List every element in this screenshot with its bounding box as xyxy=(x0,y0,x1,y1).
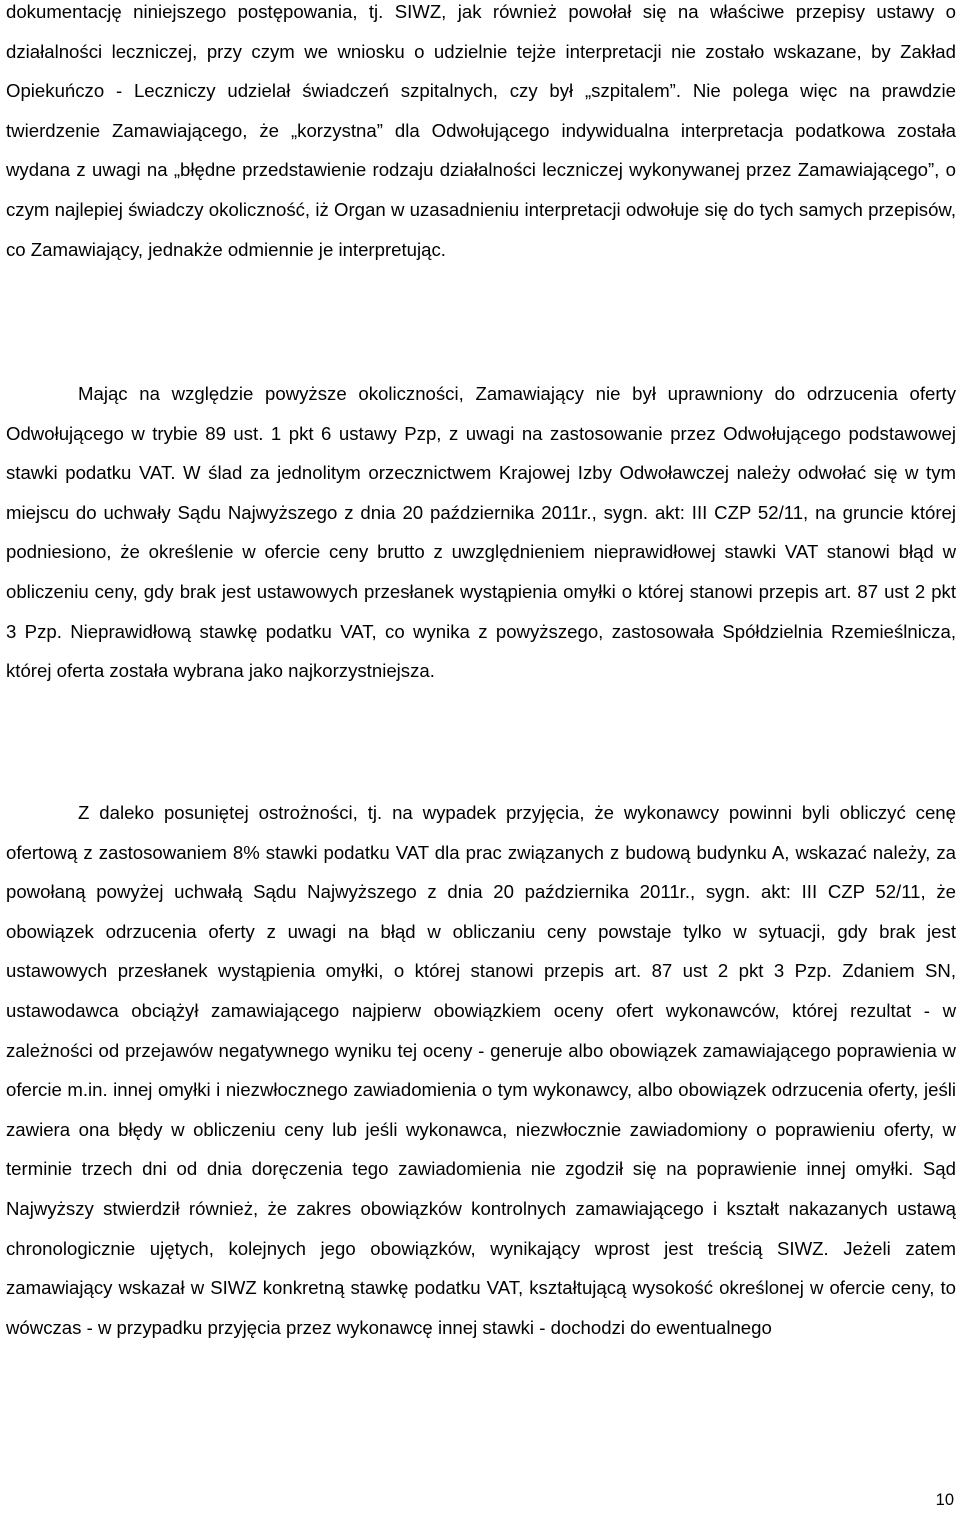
paragraph: Mając na względzie powyższe okoliczności, Zamawiający nie był uprawniony do odrzucenia oferty Odwołującego w trybie 89 ust. 1 pkt 6 ustawy Pzp, z uwagi na zastosowanie przez Odwołującego podstawowej stawki podatku VAT. W ślad za jednolitym orzecznictwem Krajowej Izby Odwoławczej należy odwołać się w tym miejscu do uchwały Sądu Najwyższego z dnia 20 października 2011r., sygn. akt: III CZP 52/11, na gruncie której podniesiono, że określenie w ofercie ceny brutto z uwzględnieniem nieprawidłowej stawki VAT stanowi błąd w obliczeniu ceny, gdy brak jest ustawowych przesłanek wystąpienia omyłki o której stanowi przepis art. 87 ust 2 pkt 3 Pzp. Nieprawidłową stawkę podatku VAT, co wynika z powyższego, zastosowała Spółdzielnia Rzemieślnicza, której oferta została wybrana jako najkorzystniejsza. xyxy=(6,383,956,682)
page-number: 10 xyxy=(935,1491,954,1509)
paragraph: Z daleko posuniętej ostrożności, tj. na wypadek przyjęcia, że wykonawcy powinni byli obliczyć cenę ofertową z zastosowaniem 8% stawki podatku VAT dla prac związanych z budową budynku A, wskazać należy, za powołaną powyżej uchwałą Sądu Najwyższego z dnia 20 października 2011r., sygn. akt: III CZP 52/11, że obowiązek odrzucenia oferty z uwagi na błąd w obliczaniu ceny powstaje tylko w sytuacji, gdy brak jest ustawowych przesłanek wystąpienia omyłki, o której stanowi przepis art. 87 ust 2 pkt 3 Pzp. Zdaniem SN, ustawodawca obciążył zamawiającego najpierw obowiązkiem oceny ofert wykonawców, której rezultat - w zależności od przejawów negatywnego wyniku tej oceny - generuje albo obowiązek zamawiającego poprawienia w ofercie m.in. innej omyłki i niezwłocznego zawiadomienia o tym wykonawcy, albo obowiązek odrzucenia oferty, jeśli zawiera ona błędy w obliczeniu ceny lub jeśli wykonawca, niezwłocznie zawiadomiony o poprawieniu oferty, w terminie trzech dni od dnia doręczenia tego zawiadomienia nie zgodził się na poprawienie innej omyłki. Sąd Najwyższy stwierdził również, że zakres obowiązków kontrolnych zamawiającego i kształt nakazanych ustawą chronologicznie ujętych, kolejnych jego obowiązków, wynikający wprost jest treścią SIWZ. Jeżeli zatem zamawiający wskazał w SIWZ konkretną stawkę podatku VAT, kształtującą wysokość określonej w ofercie ceny, to wówczas - w przypadku przyjęcia przez wykonawcę innej stawki - dochodzi do ewentualnego xyxy=(6,802,956,1338)
paragraph: dokumentację niniejszego postępowania, tj. SIWZ, jak również powołał się na właściwe przepisy ustawy o działalności leczniczej, przy czym we wniosku o udzielnie tejże interpretacji nie zostało wskazane, by Zakład Opiekuńczo - Leczniczy udzielał świadczeń szpitalnych, czy był „szpitalem”. Nie polega więc na prawdzie twierdzenie Zamawiającego, że „korzystna” dla Odwołującego indywidualna interpretacja podatkowa została wydana z uwagi na „błędne przedstawienie rodzaju działalności leczniczej wykonywanej przez Zamawiającego”, o czym najlepiej świadczy okoliczność, iż Organ w uzasadnieniu interpretacji odwołuje się do tych samych przepisów, co Zamawiający, jednakże odmiennie je interpretując. xyxy=(6,1,956,260)
